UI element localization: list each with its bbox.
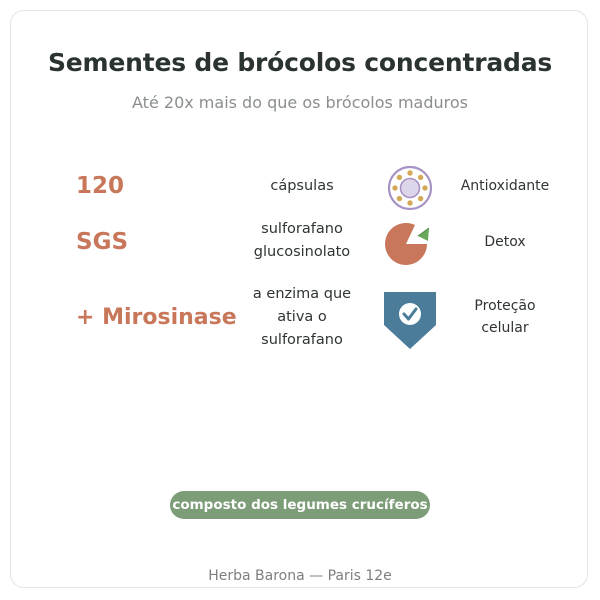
description-line: cápsulas: [270, 178, 334, 194]
antioxidant-cell-icon: [386, 164, 434, 212]
highlight-capsule-count: 120: [76, 173, 125, 199]
benefit-label: [450, 231, 560, 253]
highlight-myrosinase: + Mirosinase: [76, 305, 237, 330]
description-line: ativa o: [277, 309, 327, 325]
benefit-line: celular: [481, 320, 529, 336]
cruciferous-badge: composto dos legumes crucíferos: [170, 491, 430, 519]
detox-pie-icon: [382, 222, 434, 266]
benefit-line: Detox: [484, 234, 526, 250]
row-description: [232, 283, 372, 352]
description-line: glucosinolato: [253, 244, 351, 260]
row-description: [232, 175, 372, 198]
page-subtitle: Até 20x mais do que os brócolos maduros: [132, 93, 468, 112]
description-line: sulforafano: [261, 221, 343, 237]
benefit-label: [450, 175, 560, 197]
benefit-line: Proteção: [474, 298, 536, 314]
shield-check-icon: [384, 292, 436, 350]
page-title: Sementes de brócolos concentradas: [47, 48, 553, 77]
benefit-line: Antioxidante: [460, 178, 550, 194]
benefit-label: [450, 295, 560, 339]
highlight-sgs: SGS: [76, 229, 129, 255]
row-description: [232, 218, 372, 264]
description-line: a enzima que: [252, 286, 352, 302]
footer-brand: Herba Barona — Paris 12e: [208, 568, 392, 584]
description-line: sulforafano: [261, 332, 343, 348]
